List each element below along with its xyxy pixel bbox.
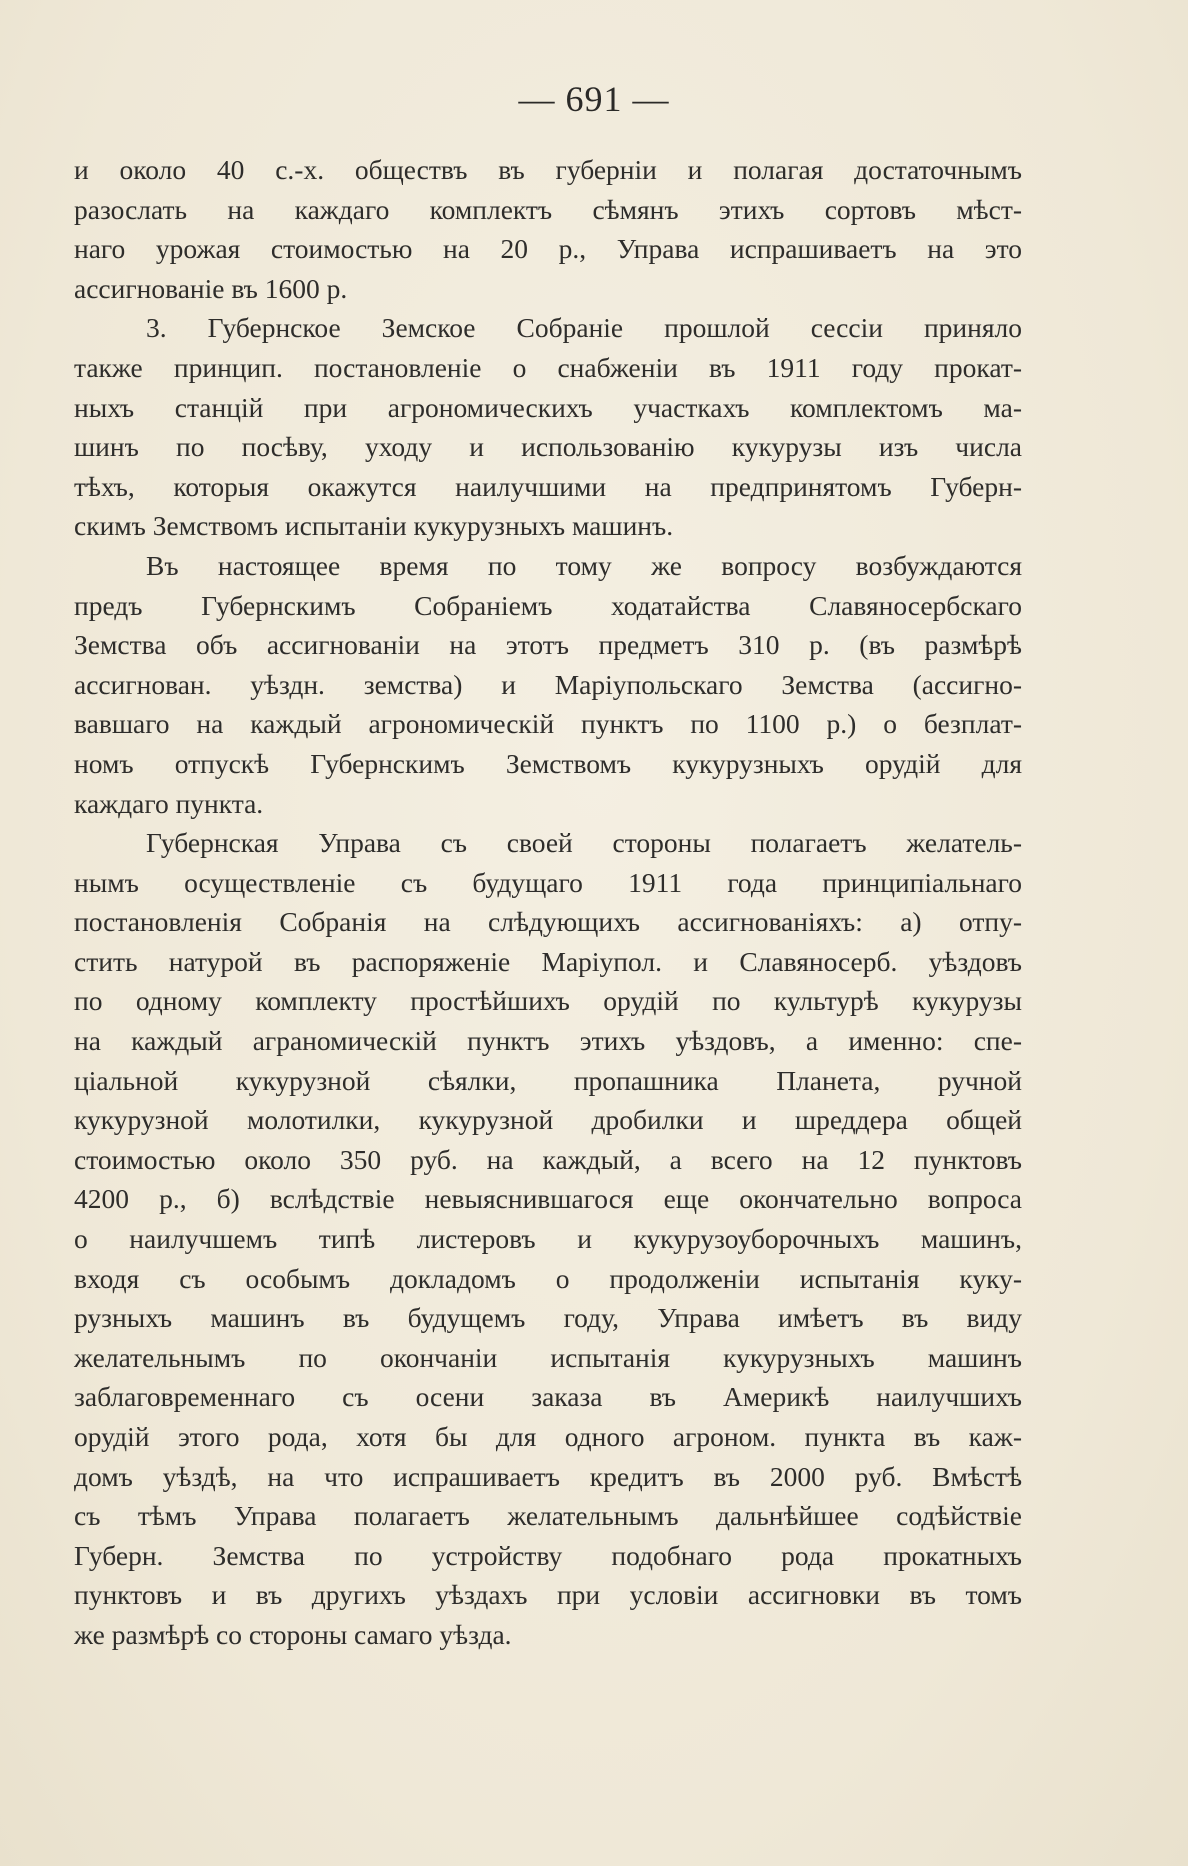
text-line: Губерн. Земства по устройству подобнаго рода прокатныхъ xyxy=(74,1539,1022,1571)
text-line: тѣхъ, которыя окажутся наилучшими на предпринятомъ Губерн- xyxy=(74,470,1022,502)
text-line: 3. Губернское Земское Собраніе прошлой сессіи приняло xyxy=(146,312,1022,344)
text-line: наго урожая стоимостью на 20 р., Управа испрашиваетъ на это xyxy=(74,233,1022,265)
text-line: Губернская Управа съ своей стороны полагаетъ желатель- xyxy=(146,827,1022,859)
text-line: рузныхъ машинъ въ будущемъ году, Управа имѣетъ въ виду xyxy=(74,1302,1022,1334)
text-line: заблаговременнаго съ осени заказа въ Америкѣ наилучшихъ xyxy=(74,1381,1022,1413)
text-line: желательнымъ по окончаніи испытанія кукурузныхъ машинъ xyxy=(74,1341,1022,1373)
text-line: скимъ Земствомъ испытаніи кукурузныхъ машинъ. xyxy=(74,510,674,542)
text-line: стить натурой въ распоряженіе Маріупол. и Славяносерб. уѣздовъ xyxy=(74,945,1022,977)
text-line: предъ Губернскимъ Собраніемъ ходатайства Славяносербскаго xyxy=(74,589,1022,621)
page-number: — 691 — xyxy=(518,79,670,119)
text-line: шинъ по посѣву, уходу и использованію кукурузы изъ числа xyxy=(74,431,1022,463)
text-line: каждаго пункта. xyxy=(74,787,264,819)
text-line: также принцип. постановленіе о снабженіи въ 1911 году прокат- xyxy=(74,351,1022,383)
text-line: пунктовъ и въ другихъ уѣздахъ при условіи ассигновки въ томъ xyxy=(74,1579,1022,1611)
text-line: съ тѣмъ Управа полагаетъ желательнымъ дальнѣйшее содѣйствіе xyxy=(74,1500,1022,1532)
text-line: домъ уѣздѣ, на что испрашиваетъ кредитъ въ 2000 руб. Вмѣстѣ xyxy=(74,1460,1022,1492)
text-line: ціальной кукурузной сѣялки, пропашника Планета, ручной xyxy=(74,1064,1022,1096)
text-line: нымъ осуществленіе съ будущаго 1911 года принципіальнаго xyxy=(74,866,1022,898)
text-line: номъ отпускѣ Губернскимъ Земствомъ кукурузныхъ орудій для xyxy=(74,747,1022,779)
text-line: вавшаго на каждый агрономическій пунктъ по 1100 р.) о безплат- xyxy=(74,708,1022,740)
text-line: стоимостью около 350 руб. на каждый, а всего на 12 пунктовъ xyxy=(74,1143,1022,1175)
text-line: Земства объ ассигнованіи на этотъ предметъ 310 р. (въ размѣрѣ xyxy=(74,629,1022,661)
text-line: 4200 р., б) вслѣдствіе невыяснившагося еще окончательно вопроса xyxy=(74,1183,1022,1215)
text-line: же размѣрѣ со стороны самаго уѣзда. xyxy=(74,1618,512,1650)
text-line: кукурузной молотилки, кукурузной дробилки и шреддера общей xyxy=(74,1104,1022,1136)
text-line: Въ настоящее время по тому же вопросу возбуждаются xyxy=(146,549,1022,581)
text-line: ныхъ станцій при агрономическихъ участкахъ комплектомъ ма- xyxy=(74,391,1022,423)
text-line: по одному комплекту простѣйшихъ орудій по культурѣ кукурузы xyxy=(74,985,1022,1017)
text-line: постановленія Собранія на слѣдующихъ ассигнованіяхъ: а) отпу- xyxy=(74,906,1022,938)
text-line: о наилучшемъ типѣ листеровъ и кукурузоуборочныхъ машинъ, xyxy=(74,1223,1022,1255)
text-line: входя съ особымъ докладомъ о продолженіи испытанія куку- xyxy=(74,1262,1022,1294)
text-line: ассигнован. уѣздн. земства) и Маріупольскаго Земства (ассигно- xyxy=(74,668,1022,700)
text-line: и около 40 с.-х. обществъ въ губерніи и полагая достаточнымъ xyxy=(74,154,1022,185)
body-text xyxy=(74,150,1022,1655)
text-line: разослать на каждаго комплектъ сѣмянъ этихъ сортовъ мѣст- xyxy=(74,193,1022,225)
text-line: орудій этого рода, хотя бы для одного агроном. пункта въ каж- xyxy=(74,1421,1022,1452)
text-line: ассигнованіе въ 1600 р. xyxy=(74,272,348,304)
text-line: на каждый аграномическій пунктъ этихъ уѣздовъ, а именно: спе- xyxy=(74,1025,1022,1057)
